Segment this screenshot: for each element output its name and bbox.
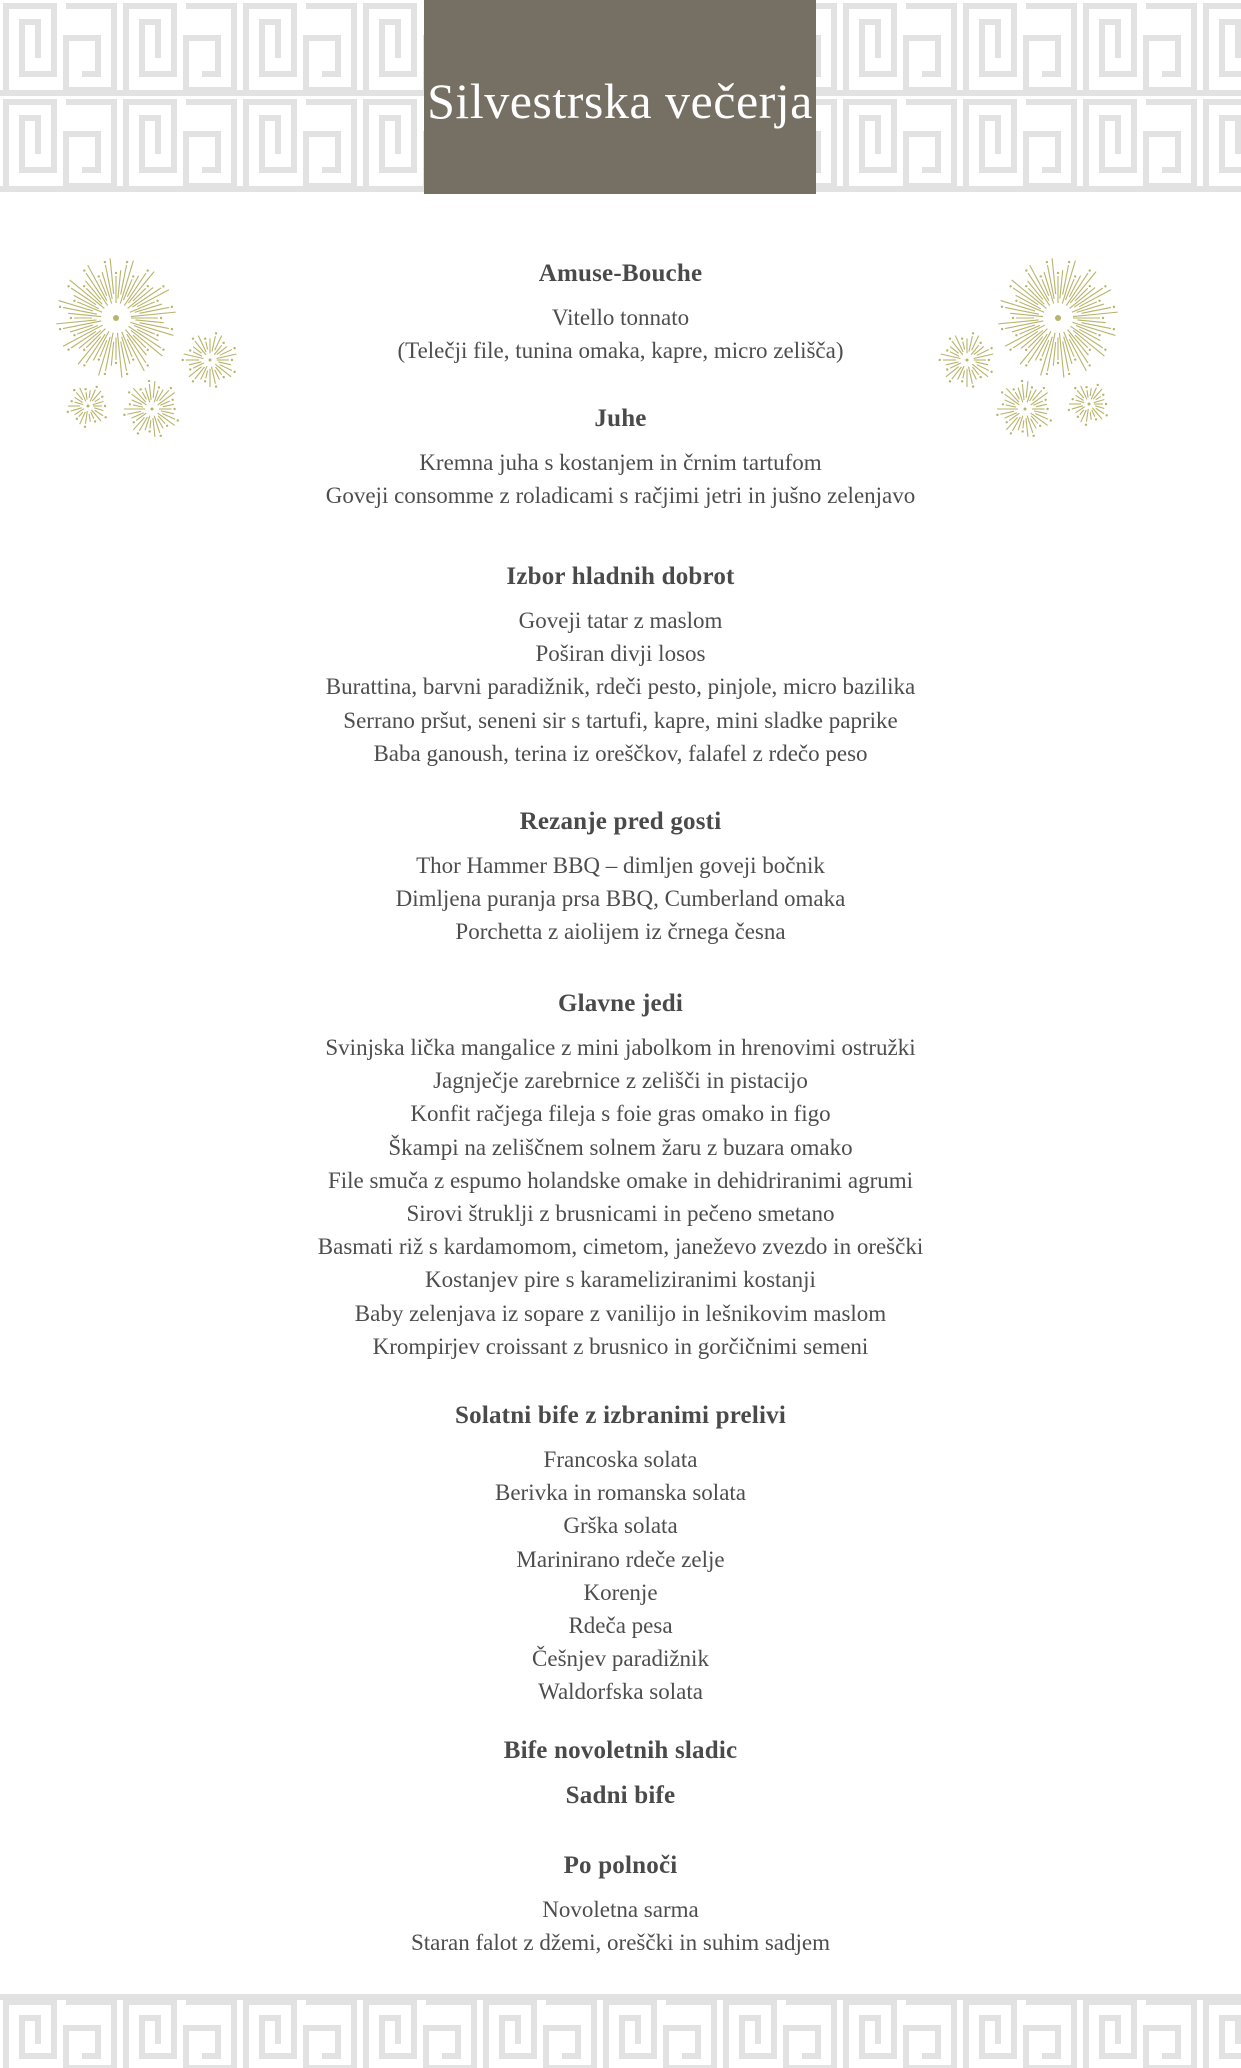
menu-item: Berivka in romanska solata (494, 1480, 746, 1506)
menu-item: Rdeča pesa (568, 1613, 673, 1638)
menu-item: Sirovi štruklji z brusnicami in pečeno smetano (406, 1201, 835, 1226)
menu-item: Baby zelenjava iz sopare z vanilijo in lešnikovim maslom (354, 1300, 887, 1326)
section-heading: Sadni bife (565, 1782, 676, 1809)
menu-item: Francoska solata (543, 1447, 698, 1472)
menu-item: Grška solata (563, 1513, 678, 1539)
menu-item: Novoletna sarma (542, 1897, 699, 1922)
section-heading: Rezanje pred gosti (519, 808, 722, 835)
section-heading: Izbor hladnih dobrot (506, 563, 735, 590)
greek-key-pattern-bottom (0, 1994, 1241, 2068)
menu-item: Krompirjev croissant z brusnico in gorčičnimi semeni (372, 1333, 869, 1359)
menu-item: Poširan divji losos (535, 641, 706, 667)
menu-item: Vitello tonnato (551, 305, 690, 330)
title-box (424, 0, 816, 194)
section-heading: Amuse-Bouche (538, 260, 703, 287)
menu-item: Konfit račjega fileja s foie gras omako in figo (410, 1101, 831, 1127)
menu-item: Serrano pršut, seneni sir s tartufi, kapre, mini sladke paprike (343, 707, 898, 733)
menu-item: Porchetta z aiolijem iz črnega česna (455, 919, 786, 945)
section-heading: Juhe (594, 405, 647, 432)
menu-item: Goveji tatar z maslom (518, 608, 723, 633)
menu-item: Basmati riž s kardamomom, cimetom, janeževo zvezdo in oreščki (317, 1234, 924, 1260)
menu-item: Jagnječje zarebrnice z zelišči in pistacijo (433, 1068, 808, 1094)
menu-item: Staran falot z džemi, oreščki in suhim sadjem (411, 1930, 830, 1956)
section-heading: Solatni bife z izbranimi prelivi (455, 1402, 786, 1429)
page-title: Silvestrska večerja (427, 73, 813, 129)
bottom-pattern-band (0, 1994, 1241, 2068)
menu-item: Kostanjev pire s karameliziranimi kostanji (425, 1267, 816, 1293)
menu-item: File smuča z espumo holandske omake in dehidriranimi agrumi (327, 1167, 914, 1193)
section-heading: Po polnoči (563, 1852, 678, 1879)
menu-item: Škampi na zeliščnem solnem žaru z buzara omako (388, 1134, 853, 1160)
menu-item: Burattina, barvni paradižnik, rdeči pesto, pinjole, micro bazilika (325, 674, 916, 700)
menu-item: Thor Hammer BBQ – dimljen goveji bočnik (416, 853, 825, 878)
menu-item: Svinjska lička mangalice z mini jabolkom in hrenovimi ostružki (325, 1035, 916, 1060)
menu-item: (Telečji file, tunina omaka, kapre, micro zelišča) (397, 338, 844, 364)
menu-item: Marinirano rdeče zelje (516, 1546, 725, 1572)
menu-item: Korenje (583, 1579, 658, 1605)
menu-item: Goveji consomme z roladicami s račjimi jetri in jušno zelenjavo (325, 483, 916, 509)
menu-item: Dimljena puranja prsa BBQ, Cumberland omaka (395, 886, 846, 912)
section-heading: Glavne jedi (557, 990, 684, 1017)
section-heading: Bife novoletnih sladic (503, 1737, 738, 1764)
menu-item: Kremna juha s kostanjem in črnim tartufom (419, 450, 822, 475)
menu-item: Češnjev paradižnik (532, 1646, 709, 1672)
menu-item: Waldorfska solata (538, 1679, 703, 1705)
menu-item: Baba ganoush, terina iz oreščkov, falafel z rdečo peso (373, 740, 868, 766)
